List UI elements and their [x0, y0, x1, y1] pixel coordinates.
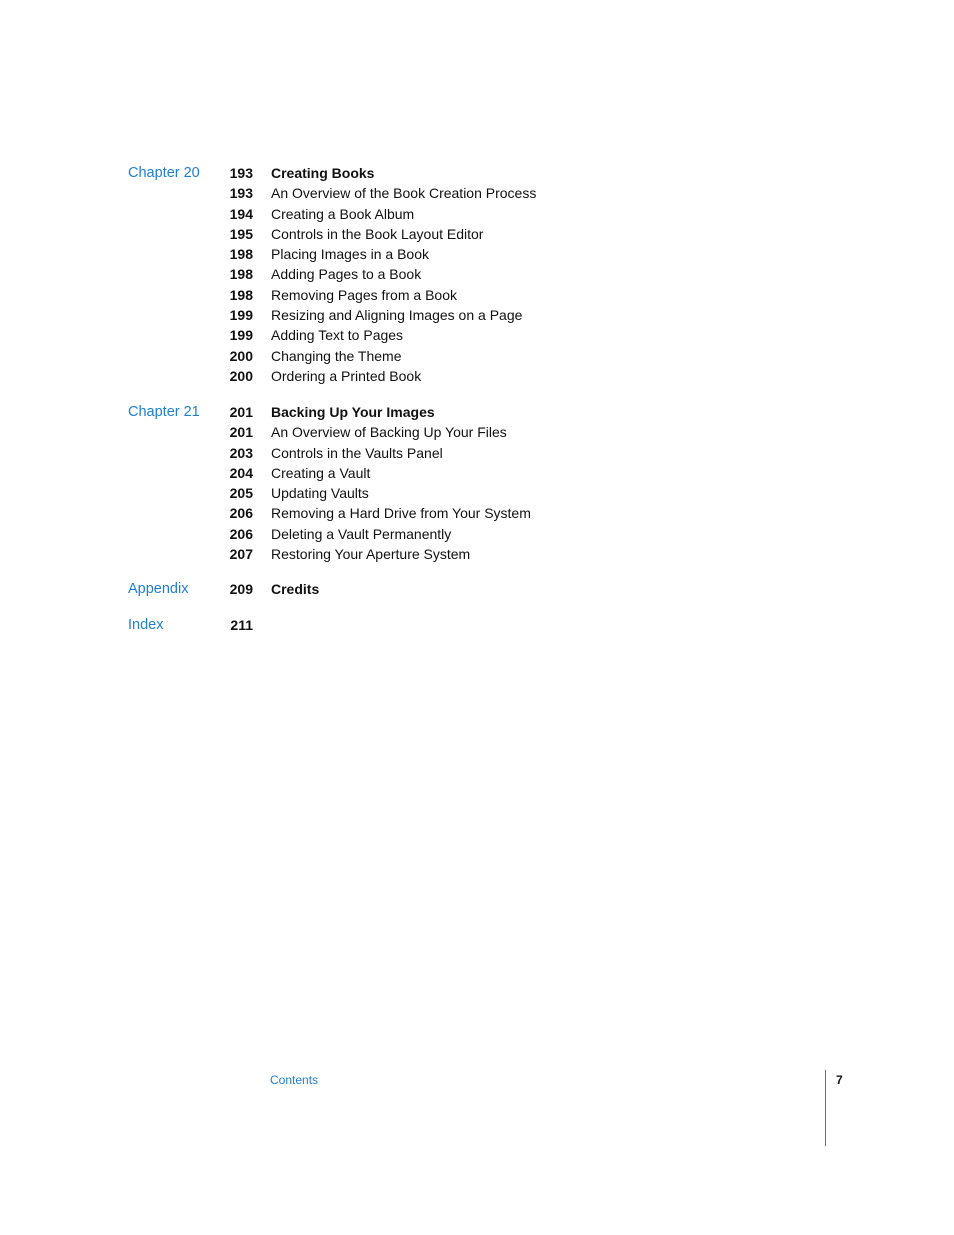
page-number: 207: [229, 546, 253, 563]
page-number: 206: [229, 505, 253, 522]
toc-entry[interactable]: [0, 244, 954, 264]
entry-title: Removing Pages from a Book: [271, 286, 457, 303]
section-label[interactable]: Index: [128, 617, 164, 633]
toc-entry[interactable]: [0, 325, 954, 345]
entry-title: Controls in the Book Layout Editor: [271, 225, 484, 242]
toc-entry[interactable]: [0, 503, 954, 523]
toc-entry[interactable]: [0, 463, 954, 483]
toc-entry[interactable]: [0, 366, 954, 386]
page-number: 200: [229, 367, 253, 384]
toc-entry[interactable]: [0, 483, 954, 503]
page-number: 205: [229, 485, 253, 502]
toc-entry[interactable]: [0, 204, 954, 224]
entry-list: [0, 615, 954, 635]
entry-title: Restoring Your Aperture System: [271, 546, 471, 563]
entry-title: Adding Text to Pages: [271, 327, 404, 344]
page-number: 209: [229, 581, 253, 597]
page-number: 193: [229, 185, 253, 202]
entry-title: Removing a Hard Drive from Your System: [271, 505, 531, 522]
entry-title: Placing Images in a Book: [271, 246, 429, 263]
toc-entry[interactable]: [0, 422, 954, 442]
page-number: 203: [229, 444, 253, 461]
page-number: 198: [229, 286, 253, 303]
page-number: 198: [229, 266, 253, 283]
entry-list: [0, 579, 954, 599]
entry-title: An Overview of the Book Creation Process: [271, 185, 537, 202]
page-number: 195: [229, 225, 253, 242]
page-number: 201: [229, 424, 253, 441]
toc-entry[interactable]: [0, 224, 954, 244]
page-number: 201: [229, 404, 253, 420]
page-number: 193: [229, 165, 253, 181]
footer-divider: [825, 1070, 826, 1146]
entry-title: Creating a Vault: [271, 464, 371, 481]
entry-title: Backing Up Your Images: [271, 404, 435, 420]
page-number: 204: [229, 464, 253, 481]
footer-section-label[interactable]: Contents: [270, 1073, 319, 1087]
toc-entry[interactable]: [0, 402, 954, 422]
section-label[interactable]: Chapter 21: [128, 404, 200, 420]
page-number: 199: [229, 307, 253, 324]
toc-entry[interactable]: [0, 615, 954, 635]
entry-title: Credits: [271, 581, 320, 597]
toc-entry[interactable]: [0, 305, 954, 325]
entry-list: [0, 402, 954, 564]
section-label[interactable]: Appendix: [128, 581, 189, 597]
page-number: 198: [229, 246, 253, 263]
entry-title: Resizing and Aligning Images on a Page: [271, 307, 523, 324]
page-number: 206: [229, 525, 253, 542]
toc-entry[interactable]: [0, 264, 954, 284]
entry-title: Creating a Book Album: [271, 205, 415, 222]
toc-entry[interactable]: [0, 346, 954, 366]
page-number: 194: [229, 205, 253, 222]
entry-title: Controls in the Vaults Panel: [271, 444, 443, 461]
page-number: 211: [230, 617, 253, 633]
entry-title: Changing the Theme: [271, 347, 402, 364]
toc-entry[interactable]: [0, 579, 954, 599]
section-label[interactable]: Chapter 20: [128, 165, 200, 181]
entry-title: Creating Books: [271, 165, 375, 181]
entry-list: [0, 163, 954, 386]
footer-page-number: 7: [836, 1073, 843, 1087]
entry-title: Adding Pages to a Book: [271, 266, 422, 283]
page-number: 200: [229, 347, 253, 364]
page-number: 199: [229, 327, 253, 344]
entry-title: Deleting a Vault Permanently: [271, 525, 452, 542]
toc-entry[interactable]: [0, 443, 954, 463]
toc-entry[interactable]: [0, 183, 954, 203]
toc-entry[interactable]: [0, 163, 954, 183]
entry-title: Updating Vaults: [271, 485, 369, 502]
toc-entry[interactable]: [0, 544, 954, 564]
toc-entry[interactable]: [0, 524, 954, 544]
entry-title: An Overview of Backing Up Your Files: [271, 424, 507, 441]
toc-entry[interactable]: [0, 285, 954, 305]
entry-title: Ordering a Printed Book: [271, 367, 422, 384]
